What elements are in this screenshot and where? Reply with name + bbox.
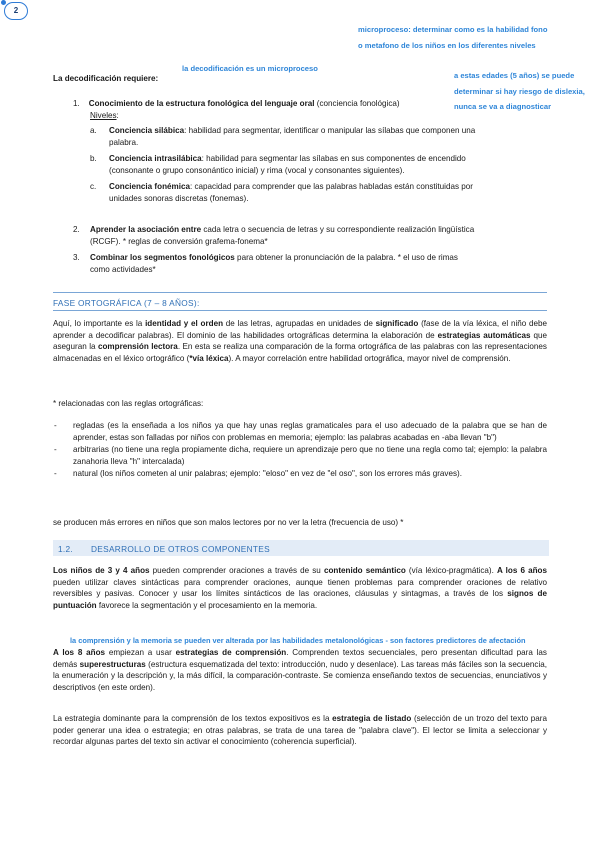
text-run: . Comprenden textos secuenciales, pero presentan dificultad para las demás (53, 648, 547, 669)
niveles-label (90, 110, 119, 122)
sub-text-cont: unidades sonoras discretas (fonemas). (109, 193, 249, 203)
rule-item-natural: - natural (los niños cometen al unir palabras; ejemplo: "eloso" en vez de "el oso", son los errores más graves). (53, 468, 547, 480)
bold-run: estrategias automáticas (437, 330, 531, 340)
sub-item-b (90, 153, 560, 176)
rule-item-arbitrarias: - arbitrarias (no tiene una regla propiamente dicha, requiere un aprendizaje pero que no tiene una regla como tal; ejemplo: la palabra zanahoria lleva "h" intercalada) (53, 444, 547, 467)
item-bold: Aprender la asociación entre (90, 225, 202, 234)
fase-closing-note: se producen más errores en niños que son malos lectores por no ver la letra (frecuencia de uso) * (53, 518, 404, 527)
text-run: de las letras, agrupadas en unidades de (223, 319, 376, 328)
text-run: que aseguran la (53, 330, 547, 352)
annotation-comprension-memoria: la comprensión y la memoria se pueden ver alterada por las habilidades metalonológicas - son factores predictores de afectación (70, 636, 526, 645)
bold-run: identidad y el orden (145, 319, 224, 328)
sub-text: : habilidad para segmentar, identificar o manipular las sílabas que componen una (184, 126, 476, 135)
sub-text-cont: palabra. (109, 137, 139, 147)
text-run: pueden utilizar claves sintácticas para comprender oraciones, aunque tienen problemas para comprender oraciones de relativo reversibles y pasivas. Conocer y usar los límites sintácticos de las oraciones, cláusulas y sintagmas, a través de los (53, 577, 547, 599)
sub-letter: a. (90, 126, 97, 135)
item-text: cada letra o secuencia de letras y su correspondiente realización lingüística (201, 225, 475, 234)
sub-item-c (90, 181, 560, 204)
bold-run: A los 6 años (497, 566, 547, 575)
decod-item-3 (73, 252, 563, 275)
sub-bold: Conciencia silábica (109, 126, 185, 135)
annotation-microproceso: la decodificación es un microproceso (182, 64, 318, 73)
bold-run: *vía léxica (189, 353, 229, 363)
text-run: La estrategia dominante para la comprensión de los textos expositivos es la (53, 714, 333, 723)
decod-item-1 (73, 98, 473, 110)
sub-letter: c. (90, 182, 97, 191)
bold-run: signos de puntuación (53, 589, 547, 610)
item-text: para obtener la pronunciación de la palabra. * el uso de rimas (234, 253, 458, 262)
bold-run: A los 8 años (53, 648, 106, 657)
fase-title: FASE ORTOGRÁFICA (7 – 8 AÑOS): (53, 298, 200, 308)
section-top-rule (53, 292, 547, 293)
annotation-top-right-line1: microproceso: determinar como es la habilidad fono (358, 25, 548, 34)
text-run: favorece la segmentación y el procesamiento en la memoria. (96, 600, 318, 610)
annotation-top-right-line2: o metafono de los niños en los diferentes niveles (358, 41, 536, 50)
item-number: 3. (73, 253, 80, 262)
niveles-text: Niveles (90, 111, 117, 120)
bold-run: comprensión lectora (97, 342, 178, 352)
text-run: (fase de la vía léxica, el niño debe aprender a decodificar palabras). El dominio de las habilidades ortográficas determina la elaboración de (53, 319, 548, 340)
text-run: empiezan a usar (105, 648, 176, 657)
sub-text: : capacidad para comprender que las palabras habladas están constituidas por (189, 182, 473, 191)
text-run: ). A mayor correlación entre habilidad ortográfica, mayor nivel de comprensión. (228, 353, 511, 363)
item-text: (conciencia fonológica) (314, 99, 400, 108)
annotation-right-line2: determinar si hay riesgo de dislexia, (454, 87, 585, 96)
text-run: (selección de un trozo del texto para poder generar una idea o estrategia; en otras palabras, se trata de una tarea de "palabra clave"). El lector se limita a seleccionar y recordar algunas partes del texto sin activar el conocimiento (coherencia superficial). (53, 714, 547, 747)
sub-item-a (90, 125, 560, 148)
item-bold: Conocimiento de la estructura fonológica del lenguaje oral (88, 99, 315, 108)
paragraph-8-anos (53, 647, 547, 693)
paragraph-listado (53, 713, 547, 748)
niveles-colon: : (116, 111, 119, 120)
sub-text: : habilidad para segmentar las sílabas en sus componentes de encendido (201, 154, 466, 163)
section-title: DESARROLLO DE OTROS COMPONENTES (91, 544, 270, 554)
bold-run: superestructuras (79, 659, 146, 669)
decod-heading: La decodificación requiere: (53, 74, 159, 83)
text-run: Aquí, lo importante es la (53, 319, 146, 328)
rule-item-regladas: - regladas (es la enseñada a los niños ya que hay unas reglas gramaticales para el uso adecuado de la palabra que se han de aprender, estas son falladas por niños con problemas en memoria; ejemplo: las palabras acabadas en -aba llevan "b") (53, 420, 547, 443)
text-run: pueden comprender oraciones a través de su (149, 566, 324, 575)
bold-run: contenido semántico (323, 566, 406, 575)
fase-note: * relacionadas con las reglas ortográficas: (53, 399, 204, 408)
text-run: . En esta se realiza una comparación de la forma ortográfica de las palabras con las representaciones almacenadas en el léxico ortográfico ( (53, 342, 547, 363)
annotation-right-line1: a estas edades (5 años) se puede (454, 71, 575, 80)
section-bottom-rule (53, 310, 547, 311)
item-number: 2. (73, 225, 80, 234)
item-text-cont: como actividades* (90, 264, 156, 274)
item-number: 1. (73, 99, 80, 108)
item-bold: Combinar los segmentos fonológicos (90, 253, 235, 262)
text-run: (vía léxico-pragmática). (405, 566, 497, 575)
section-number: 1.2. (58, 544, 74, 554)
bold-run: estrategias de comprensión (175, 648, 287, 657)
rules-list (53, 420, 547, 481)
bold-run: significado (375, 319, 419, 328)
paragraph-3-4-anos (53, 565, 547, 611)
bold-run: estrategia de listado (332, 714, 412, 723)
sub-bold: Conciencia intrasilábica (109, 154, 202, 163)
decod-item-2 (73, 224, 563, 247)
bold-run: Los niños de 3 y 4 años (53, 566, 150, 575)
sub-text-cont: (consonante o grupo consonántico inicial) y rima (vocal y consonantes siguientes). (109, 165, 405, 175)
page-number-badge: 2 (4, 2, 28, 20)
fase-paragraph (53, 318, 547, 364)
item-text-cont: (RCGF). * reglas de conversión grafema-fonema* (90, 236, 268, 246)
sub-letter: b. (90, 154, 97, 163)
annotation-right-line3: nunca se va a diagnosticar (454, 102, 552, 111)
text-run: (estructura esquematizada del texto: introducción, nudo y desenlace). Las tareas más fáciles son la secuencia, la enumeración y la descripción y, la más difícil, la comparación-contraste. Se comienza enseñando textos de secuencias, enunciativos y descriptivos (en este orden). (53, 659, 547, 692)
sub-bold: Conciencia fonémica (109, 182, 190, 191)
